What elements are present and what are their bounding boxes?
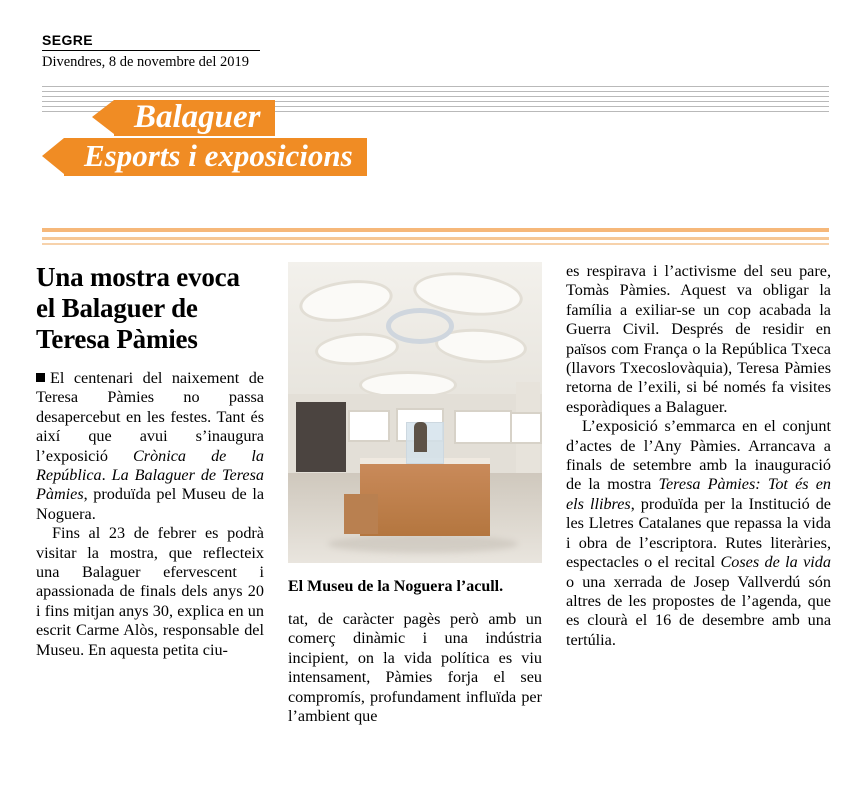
masthead-divider xyxy=(42,50,260,51)
work-title-italic: Teresa Pàmies: Tot és en els llibres xyxy=(566,475,831,513)
publication-name: SEGRE xyxy=(42,32,94,48)
photo-display-panel xyxy=(348,410,390,442)
article-column-2 xyxy=(288,262,542,726)
section-title-town: Balaguer xyxy=(114,100,275,136)
article-column-3 xyxy=(566,262,831,650)
section-separator-bar xyxy=(42,237,829,240)
photo-ceiling-ring xyxy=(386,308,454,344)
photo-display-panel xyxy=(510,412,542,444)
article-paragraph: Fins al 23 de febrer es podrà visitar la mostra, que reflecteix una Balaguer efervescent i apassionada de finals dels anys 20 i fins mitjan anys 30, explica en un escrit Carme Alòs, responsable del Museu. En aquesta petita ciu- xyxy=(36,524,264,659)
article-paragraph xyxy=(36,369,264,524)
article xyxy=(36,262,831,762)
rule-line xyxy=(42,91,829,92)
work-title-italic: La Balaguer de Teresa Pàmies xyxy=(36,466,264,504)
photo-doorway xyxy=(296,402,346,472)
work-title-italic: Crònica de la República xyxy=(36,446,264,485)
photo-light-oval xyxy=(362,374,454,396)
article-paragraph: es respirava i l’activisme del seu pare, Tomàs Pàmies. Aquest va obligar la família a exiliar-se un cop acabada la Guerra Civil. Després de residir en països com França o la República Txeca (llavors Txecoslovàquia), Teresa Pàmies retorna de l’exili, si bé només fa visites esporàdiques a Balaguer. xyxy=(566,262,831,416)
photo-caption: El Museu de la Noguera l’acull. xyxy=(288,578,504,595)
section-banner xyxy=(84,97,512,179)
article-column-1 xyxy=(36,262,264,660)
article-paragraph: tat, de caràcter pagès però amb un comerç dinàmic i una indústria incipient, on la vida política es viu intensament, Pàmies forja el seu compromís, profundament influïda per l’ambient que xyxy=(288,610,542,726)
work-title-italic: Coses de la vida xyxy=(720,553,831,572)
museum-interior-photo xyxy=(288,262,542,563)
page-title: Una mostra evoca el Balaguer de Teresa Pàmies xyxy=(36,262,240,354)
publication-date: Divendres, 8 de novembre del 2019 xyxy=(42,54,249,70)
paragraph-text: El centenari del naixement de Teresa Pàmies no passa desapercebut en les festes. Tant és així que avui s’inaugura l’exposició xyxy=(36,369,264,465)
photo-display-counter xyxy=(360,458,490,536)
paragraph-text: . xyxy=(101,466,112,485)
paragraph-text: L’exposició s’emmarca en el conjunt d’actes de l’Any Pàmies. Arrancava a finals de setembre amb la inauguració de la mostra xyxy=(566,417,831,494)
paragraph-text: , produïda pel Museu de la Noguera. xyxy=(36,485,264,523)
masthead xyxy=(42,32,462,71)
article-paragraph xyxy=(566,417,831,650)
paragraph-text: , produïda per la Institució de les Lletres Catalanes que repassa la vida i obra de l’escriptora. Rutes literàries, espectacles o el recital xyxy=(566,494,831,572)
lead-square-icon xyxy=(36,373,45,382)
section-separator-bar xyxy=(42,228,829,232)
section-separator-bar xyxy=(42,243,829,245)
banner-arrow-icon xyxy=(92,100,114,134)
paragraph-text: o una xerrada de Josep Vallverdú són altres de les propostes de l’agenda, que es clourà el 16 de desembre amb una tertúlia. xyxy=(566,572,831,649)
section-title-topic: Esports i exposicions xyxy=(64,138,367,176)
rule-line xyxy=(42,86,829,87)
photo-visitor xyxy=(414,422,427,452)
photo-display-panel xyxy=(454,410,512,444)
photo-display-counter xyxy=(344,494,378,534)
banner-arrow-icon xyxy=(42,138,64,174)
photo-floor-shadow xyxy=(328,535,518,553)
